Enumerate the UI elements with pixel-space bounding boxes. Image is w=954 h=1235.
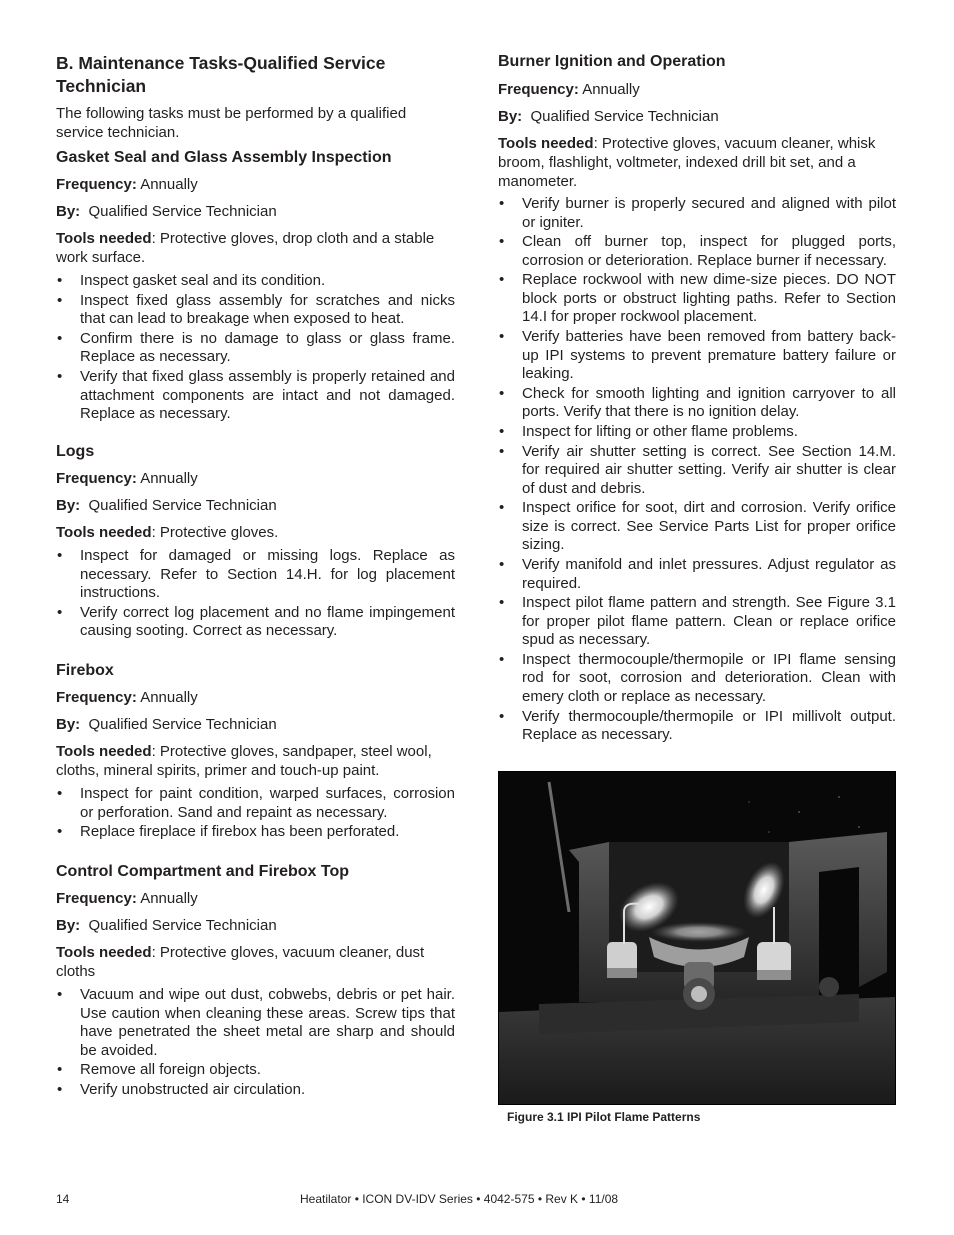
list-item: • Inspect fixed glass assembly for scratches and nicks that can lead to breakage when exposed to heat.: [56, 292, 455, 329]
section-title: Burner Ignition and Operation: [498, 53, 726, 70]
section-gasket-seal: [56, 148, 455, 425]
list-item: • Replace fireplace if firebox has been perforated.: [56, 823, 455, 842]
pilot-flame-photo: [498, 771, 896, 1105]
frequency-line: Frequency: Annually: [498, 81, 640, 98]
list-item: • Inspect for damaged or missing logs. Replace as necessary. Refer to Section 14.H. for log placement instructions.: [56, 547, 455, 603]
right-column: [498, 52, 896, 746]
list-item: • Verify thermocouple/thermopile or IPI millivolt output. Replace as necessary.: [498, 708, 896, 745]
section-logs: [56, 442, 455, 642]
bullet-list: [56, 785, 455, 842]
list-item: • Inspect gasket seal and its condition.: [56, 272, 455, 291]
section-title: Gasket Seal and Glass Assembly Inspection: [56, 149, 392, 166]
figure-caption: Figure 3.1 IPI Pilot Flame Patterns: [507, 1110, 701, 1124]
bullet-list: [56, 547, 455, 641]
tools-line: Tools needed: Protective gloves, drop cloth and a stable work surface.: [56, 230, 435, 266]
frequency-line: Frequency: Annually: [56, 176, 198, 193]
list-item: • Inspect orifice for soot, dirt and corrosion. Verify orifice size is correct. See Service Parts List for proper orifice sizing.: [498, 499, 896, 555]
list-item: • Verify manifold and inlet pressures. Adjust regulator as required.: [498, 556, 896, 593]
section-title: Logs: [56, 443, 95, 460]
intro-text: The following tasks must be performed by a qualified service technician.: [56, 105, 407, 141]
list-item: • Vacuum and wipe out dust, cobwebs, debris or pet hair. Use caution when cleaning these areas. Screw tips that have penetrated the sheet metal are sharp and should be avoided.: [56, 986, 455, 1060]
list-item: • Verify unobstructed air circulation.: [56, 1081, 455, 1100]
list-item: • Verify batteries have been removed from battery back-up IPI systems to prevent premature battery failure or leaking.: [498, 328, 896, 384]
by-line: By: Qualified Service Technician: [56, 203, 277, 220]
list-item: • Inspect for paint condition, warped surfaces, corrosion or perforation. Sand and repaint as necessary.: [56, 785, 455, 822]
tools-line: Tools needed: Protective gloves, vacuum cleaner, whisk broom, flashlight, voltmeter, indexed drill bit set, and a manometer.: [498, 135, 876, 190]
section-firebox: [56, 661, 455, 843]
section-title: Control Compartment and Firebox Top: [56, 863, 350, 880]
list-item: • Inspect pilot flame pattern and strength. See Figure 3.1 for proper pilot flame pattern. Clean or replace orifice spud as necessary.: [498, 594, 896, 650]
list-item: • Verify correct log placement and no flame impingement causing sooting. Correct as necessary.: [56, 604, 455, 641]
left-column: [56, 52, 455, 1098]
list-item: • Clean off burner top, inspect for plugged ports, corrosion or deterioration. Replace burner if necessary.: [498, 233, 896, 270]
list-item: • Confirm there is no damage to glass or glass frame. Replace as necessary.: [56, 330, 455, 367]
bullet-list: [498, 195, 896, 745]
tools-line: Tools needed: Protective gloves.: [56, 524, 279, 541]
footer-doc-info: Heatilator • ICON DV-IDV Series • 4042-575 • Rev K • 11/08: [300, 1192, 619, 1206]
list-item: • Verify that fixed glass assembly is properly retained and attachment components are intact and not damaged. Replace as necessary.: [56, 368, 455, 424]
list-item: • Remove all foreign objects.: [56, 1061, 455, 1080]
main-heading: B. Maintenance Tasks-Qualified Service Technician: [56, 53, 386, 96]
by-line: By: Qualified Service Technician: [56, 497, 277, 514]
list-item: • Verify air shutter setting is correct. See Section 14.M. for required air shutter setting. Verify air shutter is clear of dust and debris.: [498, 443, 896, 499]
list-item: • Verify burner is properly secured and aligned with pilot or igniter.: [498, 195, 896, 232]
section-title: Firebox: [56, 662, 114, 679]
pilot-flame-illustration: [499, 772, 895, 1104]
list-item: • Check for smooth lighting and ignition carryover to all ports. Verify that there is no ignition delay.: [498, 385, 896, 422]
list-item: • Replace rockwool with new dime-size pieces. DO NOT block ports or obstruct lighting paths. Refer to Section 14.I for proper rockwool placement.: [498, 271, 896, 327]
list-item: • Inspect thermocouple/thermopile or IPI flame sensing rod for soot, corrosion and deterioration. Clean with emery cloth or replace as necessary.: [498, 651, 896, 707]
section-control-compartment: [56, 862, 455, 1101]
by-line: By: Qualified Service Technician: [498, 108, 719, 125]
by-line: By: Qualified Service Technician: [56, 716, 277, 733]
list-item: • Inspect for lifting or other flame problems.: [498, 423, 896, 442]
bullet-list: [56, 272, 455, 424]
tools-line: Tools needed: Protective gloves, vacuum cleaner, dust cloths: [56, 944, 425, 980]
tools-line: Tools needed: Protective gloves, sandpaper, steel wool, cloths, mineral spirits, primer and touch-up paint.: [56, 743, 432, 779]
frequency-line: Frequency: Annually: [56, 689, 198, 706]
frequency-line: Frequency: Annually: [56, 890, 198, 907]
bullet-list: [56, 986, 455, 1099]
by-line: By: Qualified Service Technician: [56, 917, 277, 934]
page-number: 14: [56, 1192, 70, 1206]
frequency-line: Frequency: Annually: [56, 470, 198, 487]
